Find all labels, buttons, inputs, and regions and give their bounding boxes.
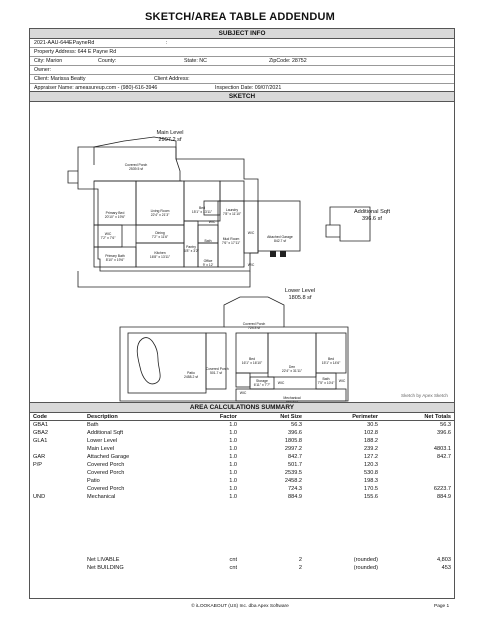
subject-info-header: SUBJECT INFO — [30, 28, 454, 39]
row-net-size: 396.6 — [288, 430, 302, 436]
row-net-totals: 453 — [441, 565, 451, 571]
row-perimeter: 170.5 — [364, 486, 378, 492]
row-code: UND — [33, 494, 46, 500]
mud-room-name: Mud Room — [222, 237, 240, 241]
city: City: Marion — [34, 58, 63, 64]
lower-covered-porch2-label — [206, 367, 229, 375]
row-net-size: 2 — [298, 565, 302, 571]
table-row — [30, 485, 454, 493]
property-address: Property Address: 644 E Payne Rd — [34, 49, 117, 55]
row-factor: cnt — [229, 557, 237, 563]
row-net-totals: 842.7 — [437, 454, 451, 460]
state: State: NC — [184, 58, 207, 64]
lower-storage-dim: 6'11" x 7'7" — [253, 383, 271, 387]
wc-room — [244, 201, 258, 253]
lower-bed2-label — [316, 357, 346, 365]
laundry-room — [220, 181, 244, 201]
row-code: GBA1 — [33, 422, 48, 428]
owner-row — [30, 66, 454, 75]
location-row — [30, 57, 454, 66]
main-level-area: 2997.2 sf — [158, 137, 182, 143]
row-code: GLA1 — [33, 438, 48, 444]
file-separator: : — [166, 40, 168, 46]
lower-storage-label — [250, 379, 274, 387]
net-livable-row — [30, 556, 454, 564]
lower-wic2-label: WIC — [277, 381, 285, 385]
table-row — [30, 421, 454, 429]
row-net-size: 2539.5 — [284, 470, 302, 476]
main-bath-label: Bath — [204, 239, 212, 243]
laundry-name: Laundry — [225, 208, 239, 212]
zip-code: ZipCode: 28752 — [269, 58, 307, 64]
attached-garage — [258, 201, 300, 251]
software-credit: © iLOOKABOUT (US) Inc. dba Apex Software — [191, 604, 289, 609]
bed-name: Bed — [198, 206, 206, 210]
additional-sqft-label — [350, 209, 394, 223]
row-net-size: 884.9 — [288, 494, 302, 500]
row-perimeter: 127.2 — [364, 454, 378, 460]
area-calc-header: AREA CALCULATIONS SUMMARY — [30, 402, 454, 413]
main-covered-porch-area: 2539.5 sf — [129, 167, 143, 171]
attached-garage-label — [260, 235, 300, 243]
lower-covered-porch2-name: Covered Porch — [206, 367, 229, 371]
table-row — [30, 429, 454, 437]
main-left-deck — [68, 171, 78, 183]
lower-bath-name: Bath — [322, 377, 330, 381]
row-description: Main Level — [87, 446, 115, 452]
table-row — [30, 461, 454, 469]
main-level-title — [150, 130, 190, 144]
table-row — [30, 453, 454, 461]
lower-wic — [236, 373, 250, 387]
lower-den-name: Den — [288, 365, 296, 369]
row-description: Mechanical — [87, 494, 116, 500]
client: Client: Marissa Beatty — [34, 76, 86, 82]
living-room-dim: 22'4" x 21'3" — [150, 213, 170, 217]
row-net-size: 2997.2 — [284, 446, 302, 452]
laundry-label — [220, 208, 244, 216]
col-factor: Factor — [219, 414, 237, 420]
row-factor: 1.0 — [229, 446, 237, 452]
lower-wic-label: WIC — [239, 391, 247, 395]
client-address: Client Address: — [154, 76, 190, 82]
lower-bed1-label — [236, 357, 268, 365]
owner: Owner: — [34, 67, 52, 73]
bed-label — [185, 206, 219, 214]
row-net-totals: 6223.7 — [433, 486, 451, 492]
patio-label — [176, 371, 206, 379]
address-row — [30, 48, 454, 57]
row-description: Additional Sqft — [87, 430, 124, 436]
living-room-name: Living Room — [150, 209, 170, 213]
row-net-size: 842.7 — [288, 454, 302, 460]
lower-level-outline — [120, 297, 348, 401]
row-description: Lower Level — [87, 438, 118, 444]
row-perimeter: 120.3 — [364, 462, 378, 468]
lower-bed1-dim: 16'1" x 16'10" — [241, 361, 263, 365]
lower-level-name: Lower Level — [284, 288, 316, 294]
lower-bed1-name: Bed — [248, 357, 256, 361]
row-factor: 1.0 — [229, 462, 237, 468]
attached-garage-area: 842.7 sf — [273, 239, 287, 243]
pantry-name: Pantry — [186, 245, 196, 249]
row-perimeter: 102.8 — [364, 430, 378, 436]
primary-bed-dim: 20'10" x 19'6" — [104, 215, 126, 219]
row-net-size: 2 — [298, 557, 302, 563]
floor-plan-sketch — [30, 101, 454, 411]
attached-garage-name: Attached Garage — [267, 235, 293, 239]
additional-stairs — [326, 225, 340, 237]
row-description: Covered Porch — [87, 470, 125, 476]
lower-bed2-name: Bed — [327, 357, 335, 361]
row-factor: 1.0 — [229, 486, 237, 492]
addendum-frame — [29, 28, 455, 599]
lower-storage-name: Storage — [256, 379, 268, 383]
page-number: Page 1 — [434, 604, 450, 609]
lower-mechanical-name: Mechanical — [283, 396, 301, 400]
lower-covered-porch2-area: 501.7 sf — [209, 371, 223, 375]
patio-pool — [137, 338, 160, 384]
row-description: Net LIVABLE — [87, 557, 120, 563]
row-factor: 1.0 — [229, 430, 237, 436]
kitchen-dim: 16'8" x 13'11" — [149, 255, 171, 259]
kitchen-name: Kitchen — [154, 251, 166, 255]
row-factor: 1.0 — [229, 478, 237, 484]
col-code: Code — [33, 414, 47, 420]
table-row — [30, 493, 454, 501]
col-net-size: Net Size — [280, 414, 302, 420]
net-building-row — [30, 564, 454, 572]
lower-den-dim: 22'4" x 31'11" — [281, 369, 303, 373]
row-factor: 1.0 — [229, 454, 237, 460]
lower-level-area: 1805.8 sf — [288, 295, 312, 301]
table-row — [30, 437, 454, 445]
additional-sqft-name: Additional Sqft — [353, 209, 391, 215]
table-row — [30, 445, 454, 453]
row-net-totals: 396.6 — [437, 430, 451, 436]
wic-name: WIC — [104, 232, 112, 236]
lower-covered-porch — [206, 333, 229, 389]
inspection-date: Inspection Date: 09/07/2021 — [215, 85, 282, 91]
mud-room-label — [218, 237, 244, 245]
row-net-size: 56.3 — [291, 422, 302, 428]
lower-covered-porch-area: 724.3 sf — [247, 326, 261, 330]
main-covered-porch-label — [116, 163, 156, 171]
mud-room-dim: 7'6" x 17'11" — [221, 241, 241, 245]
row-factor: 1.0 — [229, 438, 237, 444]
file-row — [30, 39, 454, 48]
additional-sqft-area: 396.6 sf — [362, 216, 382, 222]
row-description: Bath — [87, 422, 99, 428]
living-room — [136, 181, 184, 225]
wic-dim: 7'2" x 7'6" — [100, 236, 116, 240]
row-perimeter: 155.6 — [364, 494, 378, 500]
row-net-size: 2458.2 — [284, 478, 302, 484]
appraiser-name: Appraiser Name: ameasureup.com - (980)-616-3946 — [34, 85, 158, 91]
row-net-totals: 4803.1 — [433, 446, 451, 452]
calc-column-headers — [30, 413, 454, 421]
page-footer — [0, 604, 480, 614]
main-level-name: Main Level — [156, 130, 184, 136]
pantry-label — [184, 245, 198, 253]
row-code: GBA2 — [33, 430, 48, 436]
row-perimeter: 198.3 — [364, 478, 378, 484]
table-row — [30, 469, 454, 477]
col-perimeter: Perimeter — [352, 414, 378, 420]
county: County: — [98, 58, 117, 64]
file-label: 2021-AAU-644EPayneRd — [34, 40, 95, 46]
row-description: Net BUILDING — [87, 565, 124, 571]
col-net-totals: Net Totals — [424, 414, 451, 420]
row-factor: 1.0 — [229, 494, 237, 500]
row-perimeter: 530.8 — [364, 470, 378, 476]
row-perimeter: 30.5 — [367, 422, 378, 428]
sketch-credit: Sketch by Apex Sketch — [401, 393, 448, 398]
lower-bath-dim: 7'5" x 10'4" — [317, 381, 335, 385]
laundry-dim: 7'8" x 11'10" — [222, 212, 242, 216]
lower-wic3-label: WIC — [338, 379, 346, 383]
wic2-label: WIC — [208, 220, 216, 224]
primary-bed-label — [95, 211, 135, 219]
lower-bed2 — [316, 333, 346, 373]
row-net-totals: 56.3 — [440, 422, 451, 428]
garage-door-mark-1 — [270, 251, 276, 257]
wc1-label: W/C — [247, 231, 255, 235]
client-row — [30, 75, 454, 84]
lower-level-title — [280, 288, 320, 302]
dining-dim: 7'2" x 11'6" — [151, 235, 169, 239]
row-description: Covered Porch — [87, 486, 125, 492]
row-perimeter: (rounded) — [353, 565, 378, 571]
row-code: GAR — [33, 454, 46, 460]
row-description: Covered Porch — [87, 462, 125, 468]
lower-bed2-dim: 15'1" x 14'6" — [321, 361, 341, 365]
row-perimeter: 239.2 — [364, 446, 378, 452]
office-dim: 9' x 12' — [202, 263, 214, 267]
garage-door-mark-2 — [280, 251, 286, 257]
col-description: Description — [87, 414, 118, 420]
dining-label — [138, 231, 182, 239]
row-perimeter: (rounded) — [353, 557, 378, 563]
row-factor: 1.0 — [229, 422, 237, 428]
row-factor: 1.0 — [229, 470, 237, 476]
living-room-label — [138, 209, 182, 217]
row-perimeter: 188.2 — [364, 438, 378, 444]
row-factor: cnt — [229, 565, 237, 571]
row-net-totals: 4,803 — [437, 557, 451, 563]
lower-covered-porch-label — [234, 322, 274, 330]
row-description: Patio — [87, 478, 100, 484]
page-title: SKETCH/AREA TABLE ADDENDUM — [145, 11, 335, 23]
wic-label — [94, 232, 122, 240]
primary-bath-label — [94, 254, 136, 262]
primary-bath-name: Primary Bath — [105, 254, 125, 258]
lower-bed1 — [236, 333, 268, 373]
dining-name: Dining — [155, 231, 165, 235]
row-net-size: 501.7 — [288, 462, 302, 468]
wc2-label: W/C — [247, 263, 255, 267]
table-row — [30, 477, 454, 485]
primary-bath-dim: 8'10" x 19'6" — [105, 258, 125, 262]
lower-bath-label — [316, 377, 336, 385]
pantry-dim: 6'8" x 3'2" — [184, 249, 199, 253]
pantry-room — [184, 221, 198, 267]
row-code: P/P — [33, 462, 43, 468]
main-right-porch — [78, 271, 250, 287]
row-net-size: 1805.8 — [284, 438, 302, 444]
office-name: Office — [203, 259, 213, 263]
row-net-totals: 884.9 — [437, 494, 451, 500]
sketch-header: SKETCH — [30, 91, 454, 102]
bed-dim: 15'1" x 13'11" — [191, 210, 213, 214]
patio-area-value: 2458.2 sf — [184, 375, 198, 379]
lower-den-label — [268, 365, 316, 373]
patio-name: Patio — [187, 371, 195, 375]
primary-bed-name: Primary Bed — [105, 211, 125, 215]
row-net-size: 724.3 — [288, 486, 302, 492]
kitchen-label — [138, 251, 182, 259]
lower-covered-porch-name: Covered Porch — [242, 322, 266, 326]
row-description: Attached Garage — [87, 454, 130, 460]
office-label — [198, 259, 218, 267]
main-covered-porch-name: Covered Porch — [124, 163, 148, 167]
